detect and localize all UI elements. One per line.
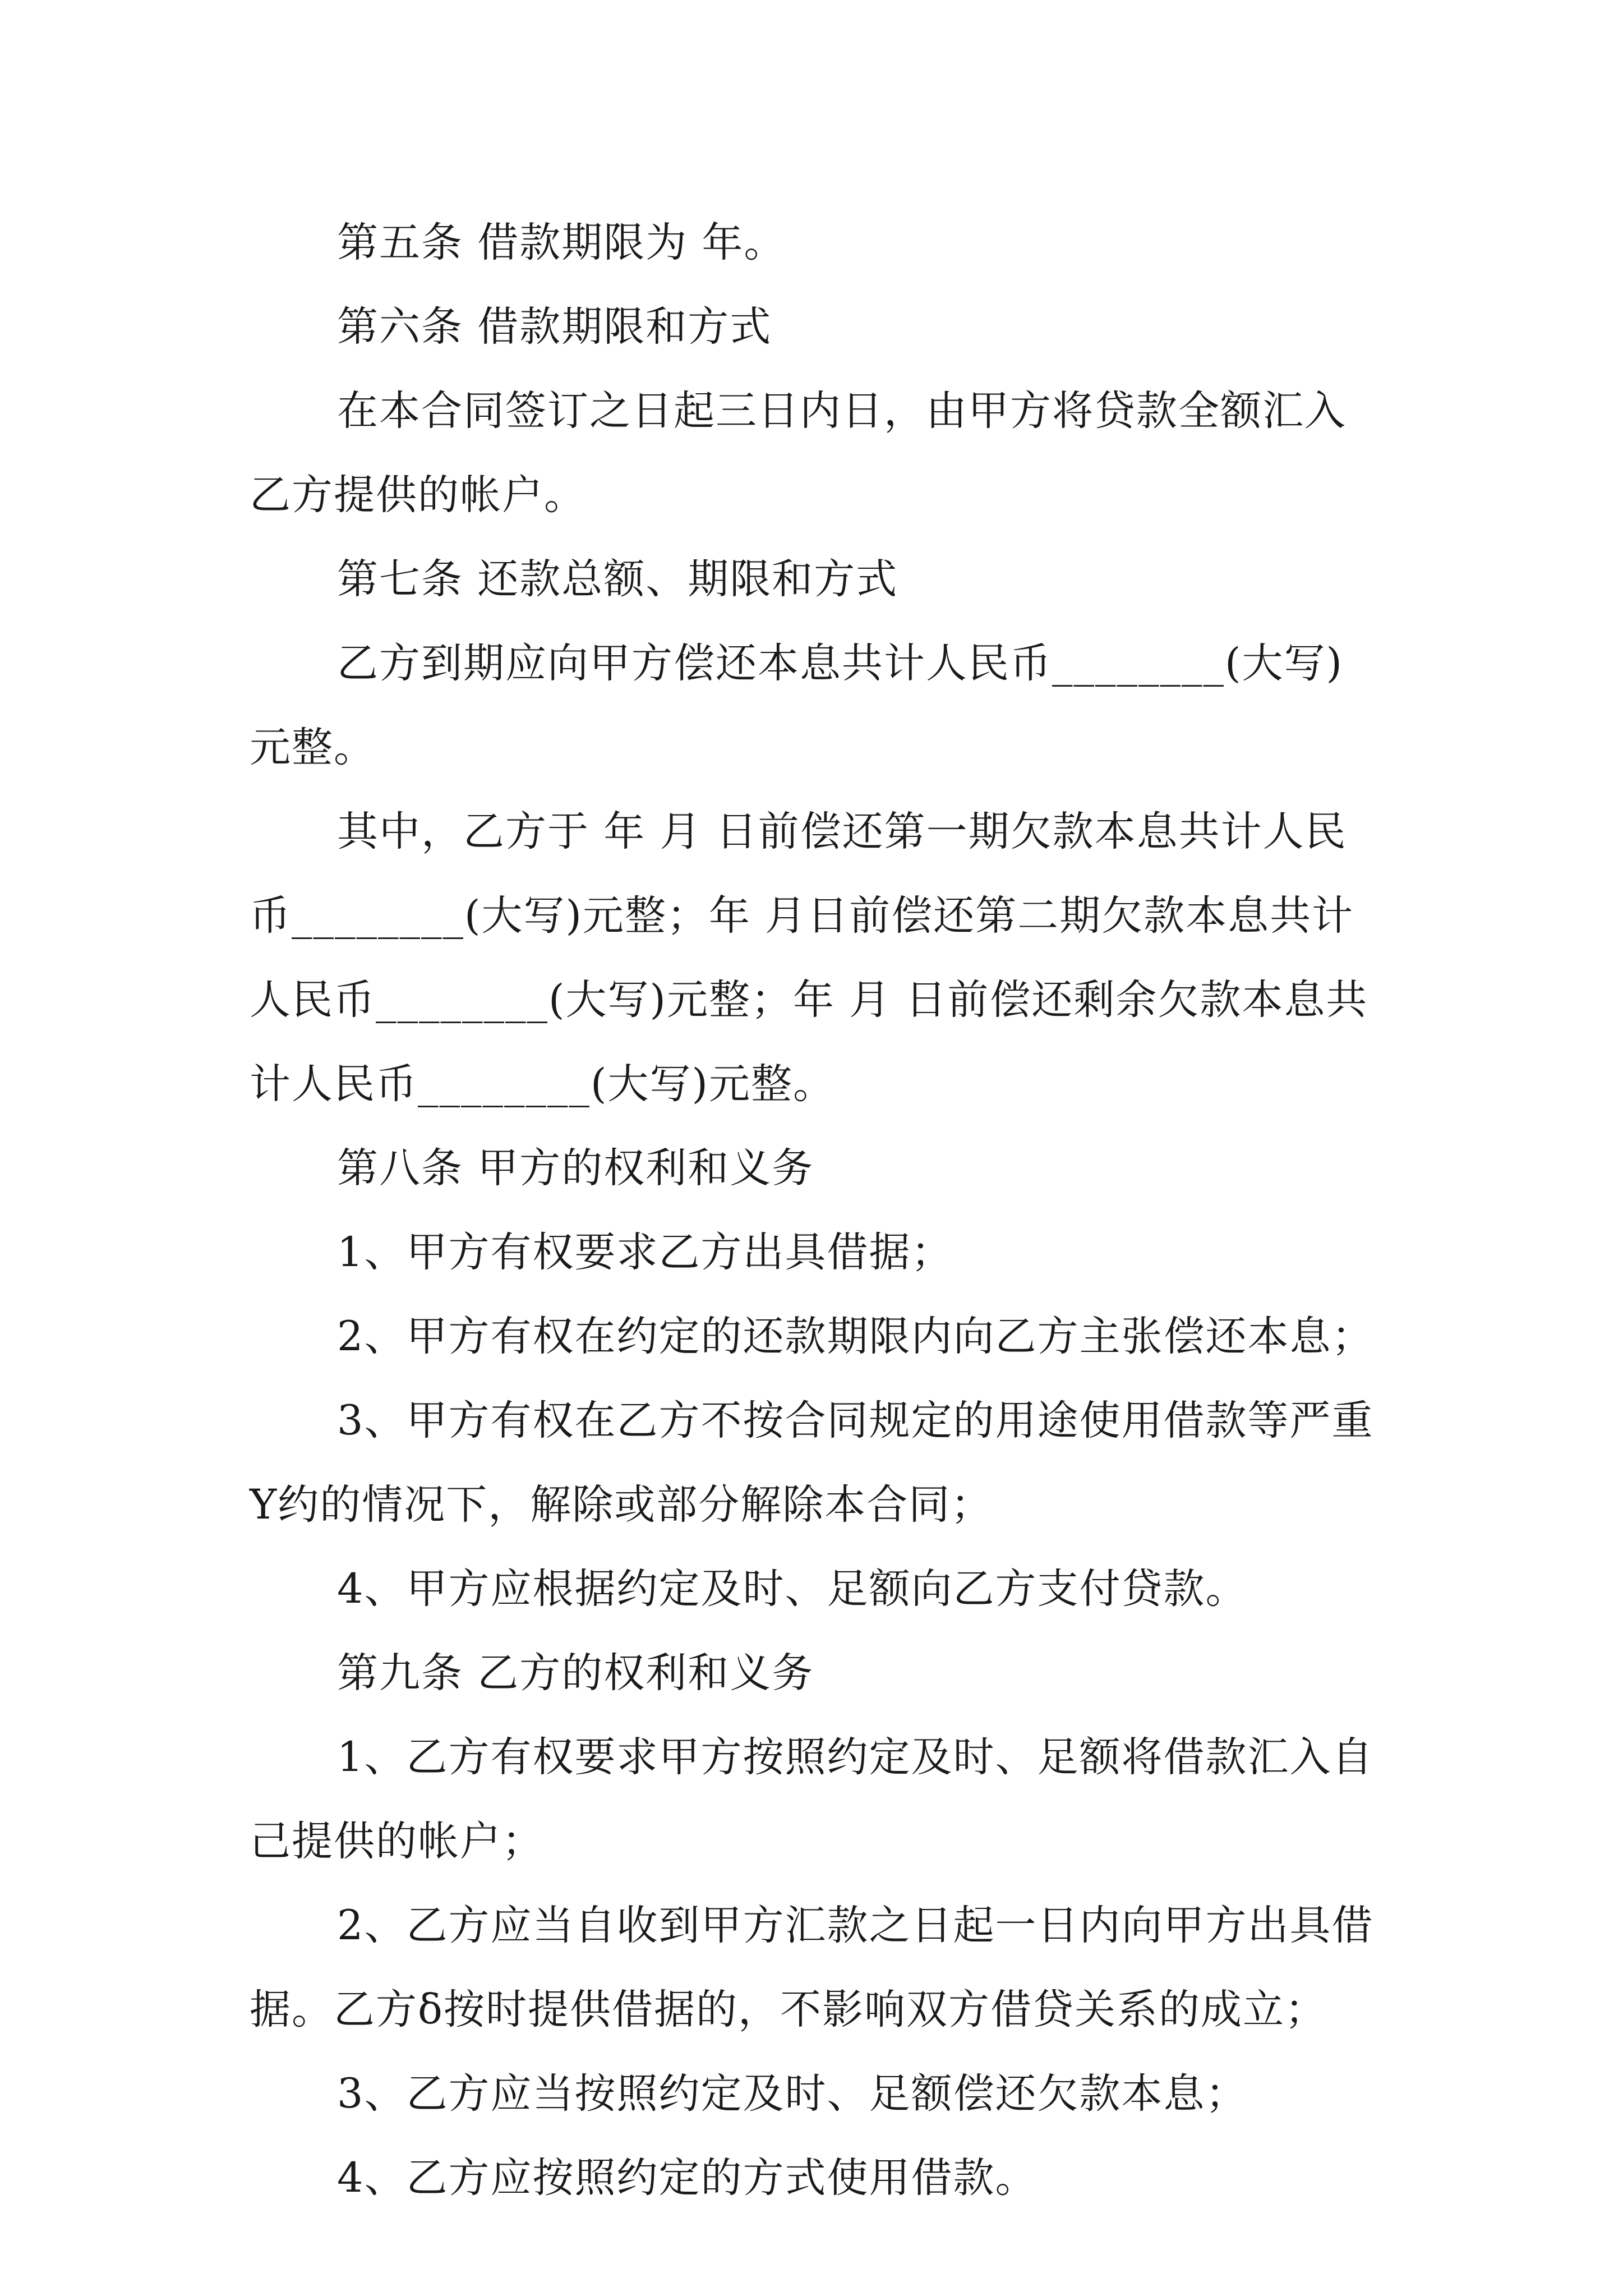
article-8-item-2: 2、甲方有权在约定的还款期限内向乙方主张偿还本息； <box>337 1313 1374 1360</box>
article-9-item-2: 2、乙方应当自收到甲方汇款之日起一日内向甲方出具借据。乙方δ按时提供借据的，不影响双方借贷关系的成立； <box>250 1902 1374 2033</box>
article-6-heading: 第六条 借款期限和方式 <box>337 303 772 351</box>
article-8-item-1: 1、甲方有权要求乙方出具借据； <box>337 1228 953 1276</box>
article-5: 第五条 借款期限为 年。 <box>337 219 786 266</box>
article-8-heading: 第八条 甲方的权利和义务 <box>337 1144 814 1192</box>
article-9-item-4: 4、乙方应按照约定的方式使用借款。 <box>337 2154 1038 2202</box>
article-7-heading: 第七条 还款总额、期限和方式 <box>337 555 898 603</box>
document-body <box>250 201 1377 2220</box>
article-8-item-3: 3、甲方有权在乙方不按合同规定的用途使用借款等严重Y约的情况下，解除或部分解除本合同； <box>250 1397 1374 1529</box>
article-8-item-4: 4、甲方应根据约定及时、足额向乙方支付贷款。 <box>337 1565 1248 1613</box>
article-7-installments: 其中，乙方于 年 月 日前偿还第一期欠款本息共计人民币________(大写)元整；年 月日前偿还第二期欠款本息共计人民币________(大写)元整；年 月 日前偿还剩余欠款本息共计人民币________(大写)元整。 <box>250 808 1368 1108</box>
article-9-item-3: 3、乙方应当按照约定及时、足额偿还欠款本息； <box>337 2070 1248 2118</box>
article-7-total: 乙方到期应向甲方偿还本息共计人民币________(大写)元整。 <box>250 639 1343 771</box>
article-6-body: 在本合同签订之日起三日内日，由甲方将贷款全额汇入乙方提供的帐户。 <box>250 387 1347 519</box>
article-9-item-1: 1、乙方有权要求甲方按照约定及时、足额将借款汇入自己提供的帐户； <box>250 1733 1374 1865</box>
article-9-heading: 第九条 乙方的权利和义务 <box>337 1649 814 1697</box>
